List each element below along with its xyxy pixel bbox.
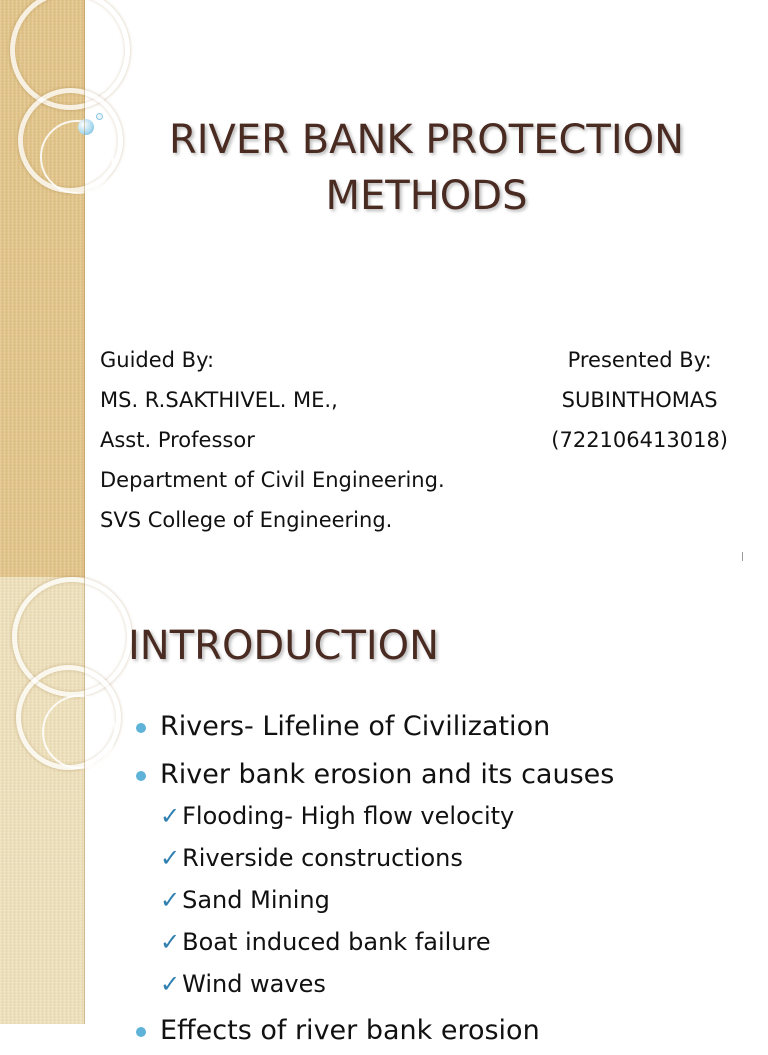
check-icon: ✓ — [160, 802, 181, 830]
title-line: METHODS — [325, 173, 528, 219]
presented-label: Presented By: — [567, 348, 712, 372]
bullet-list — [134, 703, 614, 799]
bullet-text: Rivers- Lifeline of Civilization — [160, 711, 551, 742]
decorative-rail — [0, 0, 85, 577]
decorative-rail — [0, 577, 85, 1024]
slide-title — [85, 112, 768, 224]
sub-bullet-text: Riverside constructions — [182, 844, 463, 872]
list-item — [160, 921, 514, 963]
bullet-text: Effects of river bank erosion — [160, 1015, 540, 1046]
guide-name: MS. R.SAKTHIVEL. ME., — [100, 388, 338, 412]
check-icon: ✓ — [160, 928, 181, 956]
presented-by-block — [551, 340, 728, 460]
guide-department: Department of Civil Engineering. — [100, 468, 445, 492]
title-line: RIVER BANK PROTECTION — [168, 117, 685, 163]
sub-bullet-text: Boat induced bank failure — [182, 928, 491, 956]
presenter-id: (722106413018) — [551, 428, 728, 452]
list-item — [160, 879, 514, 921]
guided-label: Guided By: — [100, 348, 215, 372]
bullet-text: River bank erosion and its causes — [160, 759, 615, 790]
guide-college: SVS College of Engineering. — [100, 508, 393, 532]
list-item — [134, 703, 614, 751]
list-item — [134, 1007, 540, 1055]
list-item — [160, 963, 514, 1005]
list-item — [160, 795, 514, 837]
list-item — [160, 837, 514, 879]
sub-bullet-text: Sand Mining — [182, 886, 330, 914]
bullet-icon — [136, 771, 146, 781]
rail-edge — [84, 577, 85, 1024]
ring-decoration — [42, 695, 116, 769]
check-icon: ✓ — [160, 970, 181, 998]
check-icon: ✓ — [160, 886, 181, 914]
introduction-slide — [0, 577, 768, 1046]
presenter-name: SUBINTHOMAS — [561, 388, 718, 412]
page-mark — [742, 552, 743, 561]
sub-bullet-list — [160, 795, 514, 1005]
slide-heading: INTRODUCTION — [128, 623, 440, 669]
sub-bullet-text: Flooding- High flow velocity — [182, 802, 515, 830]
sub-bullet-text: Wind waves — [182, 970, 326, 998]
list-item — [134, 751, 614, 799]
guided-by-block — [100, 340, 445, 540]
guide-role: Asst. Professor — [100, 428, 255, 452]
check-icon: ✓ — [160, 844, 181, 872]
bullet-icon — [136, 1027, 146, 1037]
rail-edge — [84, 0, 85, 577]
bullet-icon — [136, 723, 146, 733]
